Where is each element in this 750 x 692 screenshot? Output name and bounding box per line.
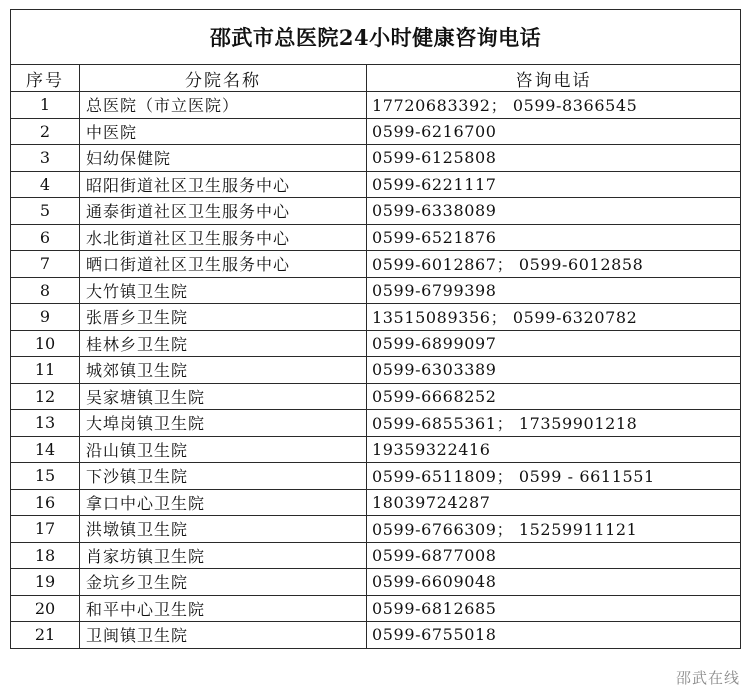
phone-number: 0599-6877008 bbox=[367, 542, 741, 569]
table-row bbox=[11, 92, 741, 119]
branch-name: 金坑乡卫生院 bbox=[80, 569, 367, 596]
table-row bbox=[11, 410, 741, 437]
table-row bbox=[11, 436, 741, 463]
title-row bbox=[11, 10, 741, 65]
table-row bbox=[11, 622, 741, 649]
row-number: 21 bbox=[11, 622, 80, 649]
table-row bbox=[11, 118, 741, 145]
phone-number: 0599-6303389 bbox=[367, 357, 741, 384]
row-number: 10 bbox=[11, 330, 80, 357]
table-row bbox=[11, 224, 741, 251]
table-row bbox=[11, 330, 741, 357]
phone-number: 0599-6799398 bbox=[367, 277, 741, 304]
hotline-table bbox=[10, 9, 741, 649]
branch-name: 通泰街道社区卫生服务中心 bbox=[80, 198, 367, 225]
row-number: 20 bbox=[11, 595, 80, 622]
row-number: 5 bbox=[11, 198, 80, 225]
phone-number: 13515089356； 0599-6320782 bbox=[367, 304, 741, 331]
branch-name: 肖家坊镇卫生院 bbox=[80, 542, 367, 569]
branch-name: 妇幼保健院 bbox=[80, 145, 367, 172]
table-row bbox=[11, 357, 741, 384]
phone-number: 18039724287 bbox=[367, 489, 741, 516]
table-body bbox=[11, 92, 741, 649]
branch-name: 吴家塘镇卫生院 bbox=[80, 383, 367, 410]
phone-number: 17720683392； 0599-8366545 bbox=[367, 92, 741, 119]
phone-number: 0599-6766309； 15259911121 bbox=[367, 516, 741, 543]
row-number: 14 bbox=[11, 436, 80, 463]
table-row bbox=[11, 489, 741, 516]
table-row bbox=[11, 516, 741, 543]
branch-name: 和平中心卫生院 bbox=[80, 595, 367, 622]
phone-number: 0599-6899097 bbox=[367, 330, 741, 357]
row-number: 18 bbox=[11, 542, 80, 569]
phone-number: 0599-6216700 bbox=[367, 118, 741, 145]
phone-number: 0599-6338089 bbox=[367, 198, 741, 225]
table-row bbox=[11, 383, 741, 410]
branch-name: 城郊镇卫生院 bbox=[80, 357, 367, 384]
phone-number: 19359322416 bbox=[367, 436, 741, 463]
branch-name: 拿口中心卫生院 bbox=[80, 489, 367, 516]
phone-number: 0599-6521876 bbox=[367, 224, 741, 251]
row-number: 7 bbox=[11, 251, 80, 278]
branch-name: 大埠岗镇卫生院 bbox=[80, 410, 367, 437]
branch-name: 洪墩镇卫生院 bbox=[80, 516, 367, 543]
phone-number: 0599-6812685 bbox=[367, 595, 741, 622]
row-number: 1 bbox=[11, 92, 80, 119]
branch-name: 昭阳街道社区卫生服务中心 bbox=[80, 171, 367, 198]
branch-name: 沿山镇卫生院 bbox=[80, 436, 367, 463]
table-row bbox=[11, 251, 741, 278]
table-row bbox=[11, 304, 741, 331]
phone-number: 0599-6855361； 17359901218 bbox=[367, 410, 741, 437]
branch-name: 下沙镇卫生院 bbox=[80, 463, 367, 490]
table-row bbox=[11, 569, 741, 596]
row-number: 4 bbox=[11, 171, 80, 198]
row-number: 16 bbox=[11, 489, 80, 516]
phone-number: 0599-6125808 bbox=[367, 145, 741, 172]
branch-name: 中医院 bbox=[80, 118, 367, 145]
table-title: 邵武市总医院24小时健康咨询电话 bbox=[11, 10, 741, 65]
row-number: 8 bbox=[11, 277, 80, 304]
table-row bbox=[11, 595, 741, 622]
row-number: 2 bbox=[11, 118, 80, 145]
table-row bbox=[11, 463, 741, 490]
hotline-table-container bbox=[10, 9, 740, 649]
phone-number: 0599-6221117 bbox=[367, 171, 741, 198]
row-number: 3 bbox=[11, 145, 80, 172]
row-number: 11 bbox=[11, 357, 80, 384]
row-number: 13 bbox=[11, 410, 80, 437]
phone-number: 0599-6668252 bbox=[367, 383, 741, 410]
table-row bbox=[11, 145, 741, 172]
branch-name: 晒口街道社区卫生服务中心 bbox=[80, 251, 367, 278]
branch-name: 总医院（市立医院） bbox=[80, 92, 367, 119]
watermark: 邵武在线 bbox=[675, 669, 740, 687]
table-row bbox=[11, 198, 741, 225]
row-number: 9 bbox=[11, 304, 80, 331]
table-row bbox=[11, 542, 741, 569]
branch-name: 大竹镇卫生院 bbox=[80, 277, 367, 304]
table-row bbox=[11, 171, 741, 198]
branch-name: 桂林乡卫生院 bbox=[80, 330, 367, 357]
table-row bbox=[11, 277, 741, 304]
phone-number: 0599-6012867； 0599-6012858 bbox=[367, 251, 741, 278]
row-number: 12 bbox=[11, 383, 80, 410]
header-row bbox=[11, 65, 741, 92]
phone-number: 0599-6511809； 0599 - 6611551 bbox=[367, 463, 741, 490]
phone-number: 0599-6755018 bbox=[367, 622, 741, 649]
branch-name: 卫闽镇卫生院 bbox=[80, 622, 367, 649]
row-number: 6 bbox=[11, 224, 80, 251]
header-num: 序号 bbox=[11, 65, 80, 92]
row-number: 17 bbox=[11, 516, 80, 543]
branch-name: 张厝乡卫生院 bbox=[80, 304, 367, 331]
header-phone: 咨询电话 bbox=[367, 65, 741, 92]
branch-name: 水北街道社区卫生服务中心 bbox=[80, 224, 367, 251]
row-number: 19 bbox=[11, 569, 80, 596]
phone-number: 0599-6609048 bbox=[367, 569, 741, 596]
row-number: 15 bbox=[11, 463, 80, 490]
header-name: 分院名称 bbox=[80, 65, 367, 92]
